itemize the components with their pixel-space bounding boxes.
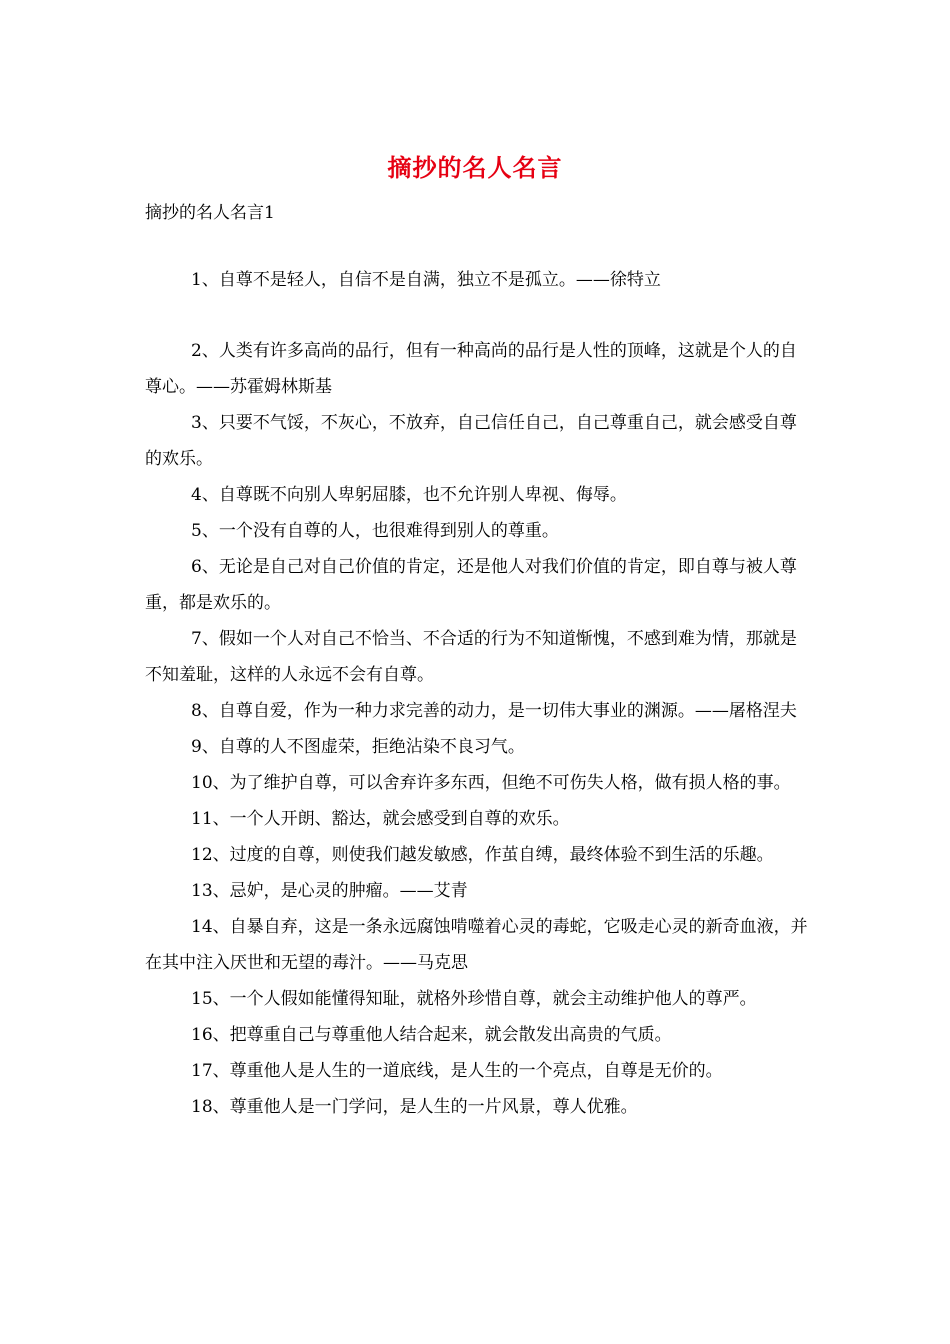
quote-item: 3、只要不气馁，不灰心，不放弃，自己信任自己，自己尊重自己，就会感受自尊的欢乐。 bbox=[145, 413, 797, 469]
quote-item: 2、人类有许多高尚的品行，但有一种高尚的品行是人性的顶峰，这就是个人的自尊心。——苏霍姆林斯基 bbox=[145, 341, 797, 397]
quote-item: 12、过度的自尊，则使我们越发敏感，作茧自缚，最终体验不到生活的乐趣。 bbox=[191, 845, 774, 865]
quote-item: 8、自尊自爱，作为一种力求完善的动力，是一切伟大事业的渊源。——屠格涅夫 bbox=[191, 701, 797, 721]
quote-item: 11、一个人开朗、豁达，就会感受到自尊的欢乐。 bbox=[191, 809, 570, 829]
page-title: 摘抄的名人名言 bbox=[387, 153, 563, 182]
quote-list bbox=[145, 262, 813, 1125]
quote-item: 5、一个没有自尊的人，也很难得到别人的尊重。 bbox=[191, 521, 559, 541]
quote-item: 1、自尊不是轻人，自信不是自满，独立不是孤立。——徐特立 bbox=[191, 270, 661, 290]
quote-item: 16、把尊重自己与尊重他人结合起来，就会散发出高贵的气质。 bbox=[191, 1025, 672, 1045]
quote-item: 15、一个人假如能懂得知耻，就格外珍惜自尊，就会主动维护他人的尊严。 bbox=[191, 989, 757, 1009]
quote-item: 6、无论是自己对自己价值的肯定，还是他人对我们价值的肯定，即自尊与被人尊重，都是欢乐的。 bbox=[145, 557, 797, 613]
quote-item: 9、自尊的人不图虚荣，拒绝沾染不良习气。 bbox=[191, 737, 525, 757]
quote-item: 7、假如一个人对自己不恰当、不合适的行为不知道惭愧，不感到难为情，那就是不知羞耻，这样的人永远不会有自尊。 bbox=[145, 629, 797, 685]
quote-item: 14、自暴自弃，这是一条永远腐蚀啃噬着心灵的毒蛇，它吸走心灵的新奇血液，并在其中注入厌世和无望的毒汁。——马克思 bbox=[145, 917, 808, 973]
quote-item: 13、忌妒，是心灵的肿瘤。——艾青 bbox=[191, 881, 468, 901]
quote-item: 4、自尊既不向别人卑躬屈膝，也不允许别人卑视、侮辱。 bbox=[191, 485, 627, 505]
quote-item: 10、为了维护自尊，可以舍弃许多东西，但绝不可伤失人格，做有损人格的事。 bbox=[191, 773, 791, 793]
quote-item: 17、尊重他人是人生的一道底线，是人生的一个亮点，自尊是无价的。 bbox=[191, 1061, 723, 1081]
section-heading: 摘抄的名人名言1 bbox=[145, 203, 275, 223]
quote-item: 18、尊重他人是一门学问，是人生的一片风景，尊人优雅。 bbox=[191, 1097, 638, 1117]
